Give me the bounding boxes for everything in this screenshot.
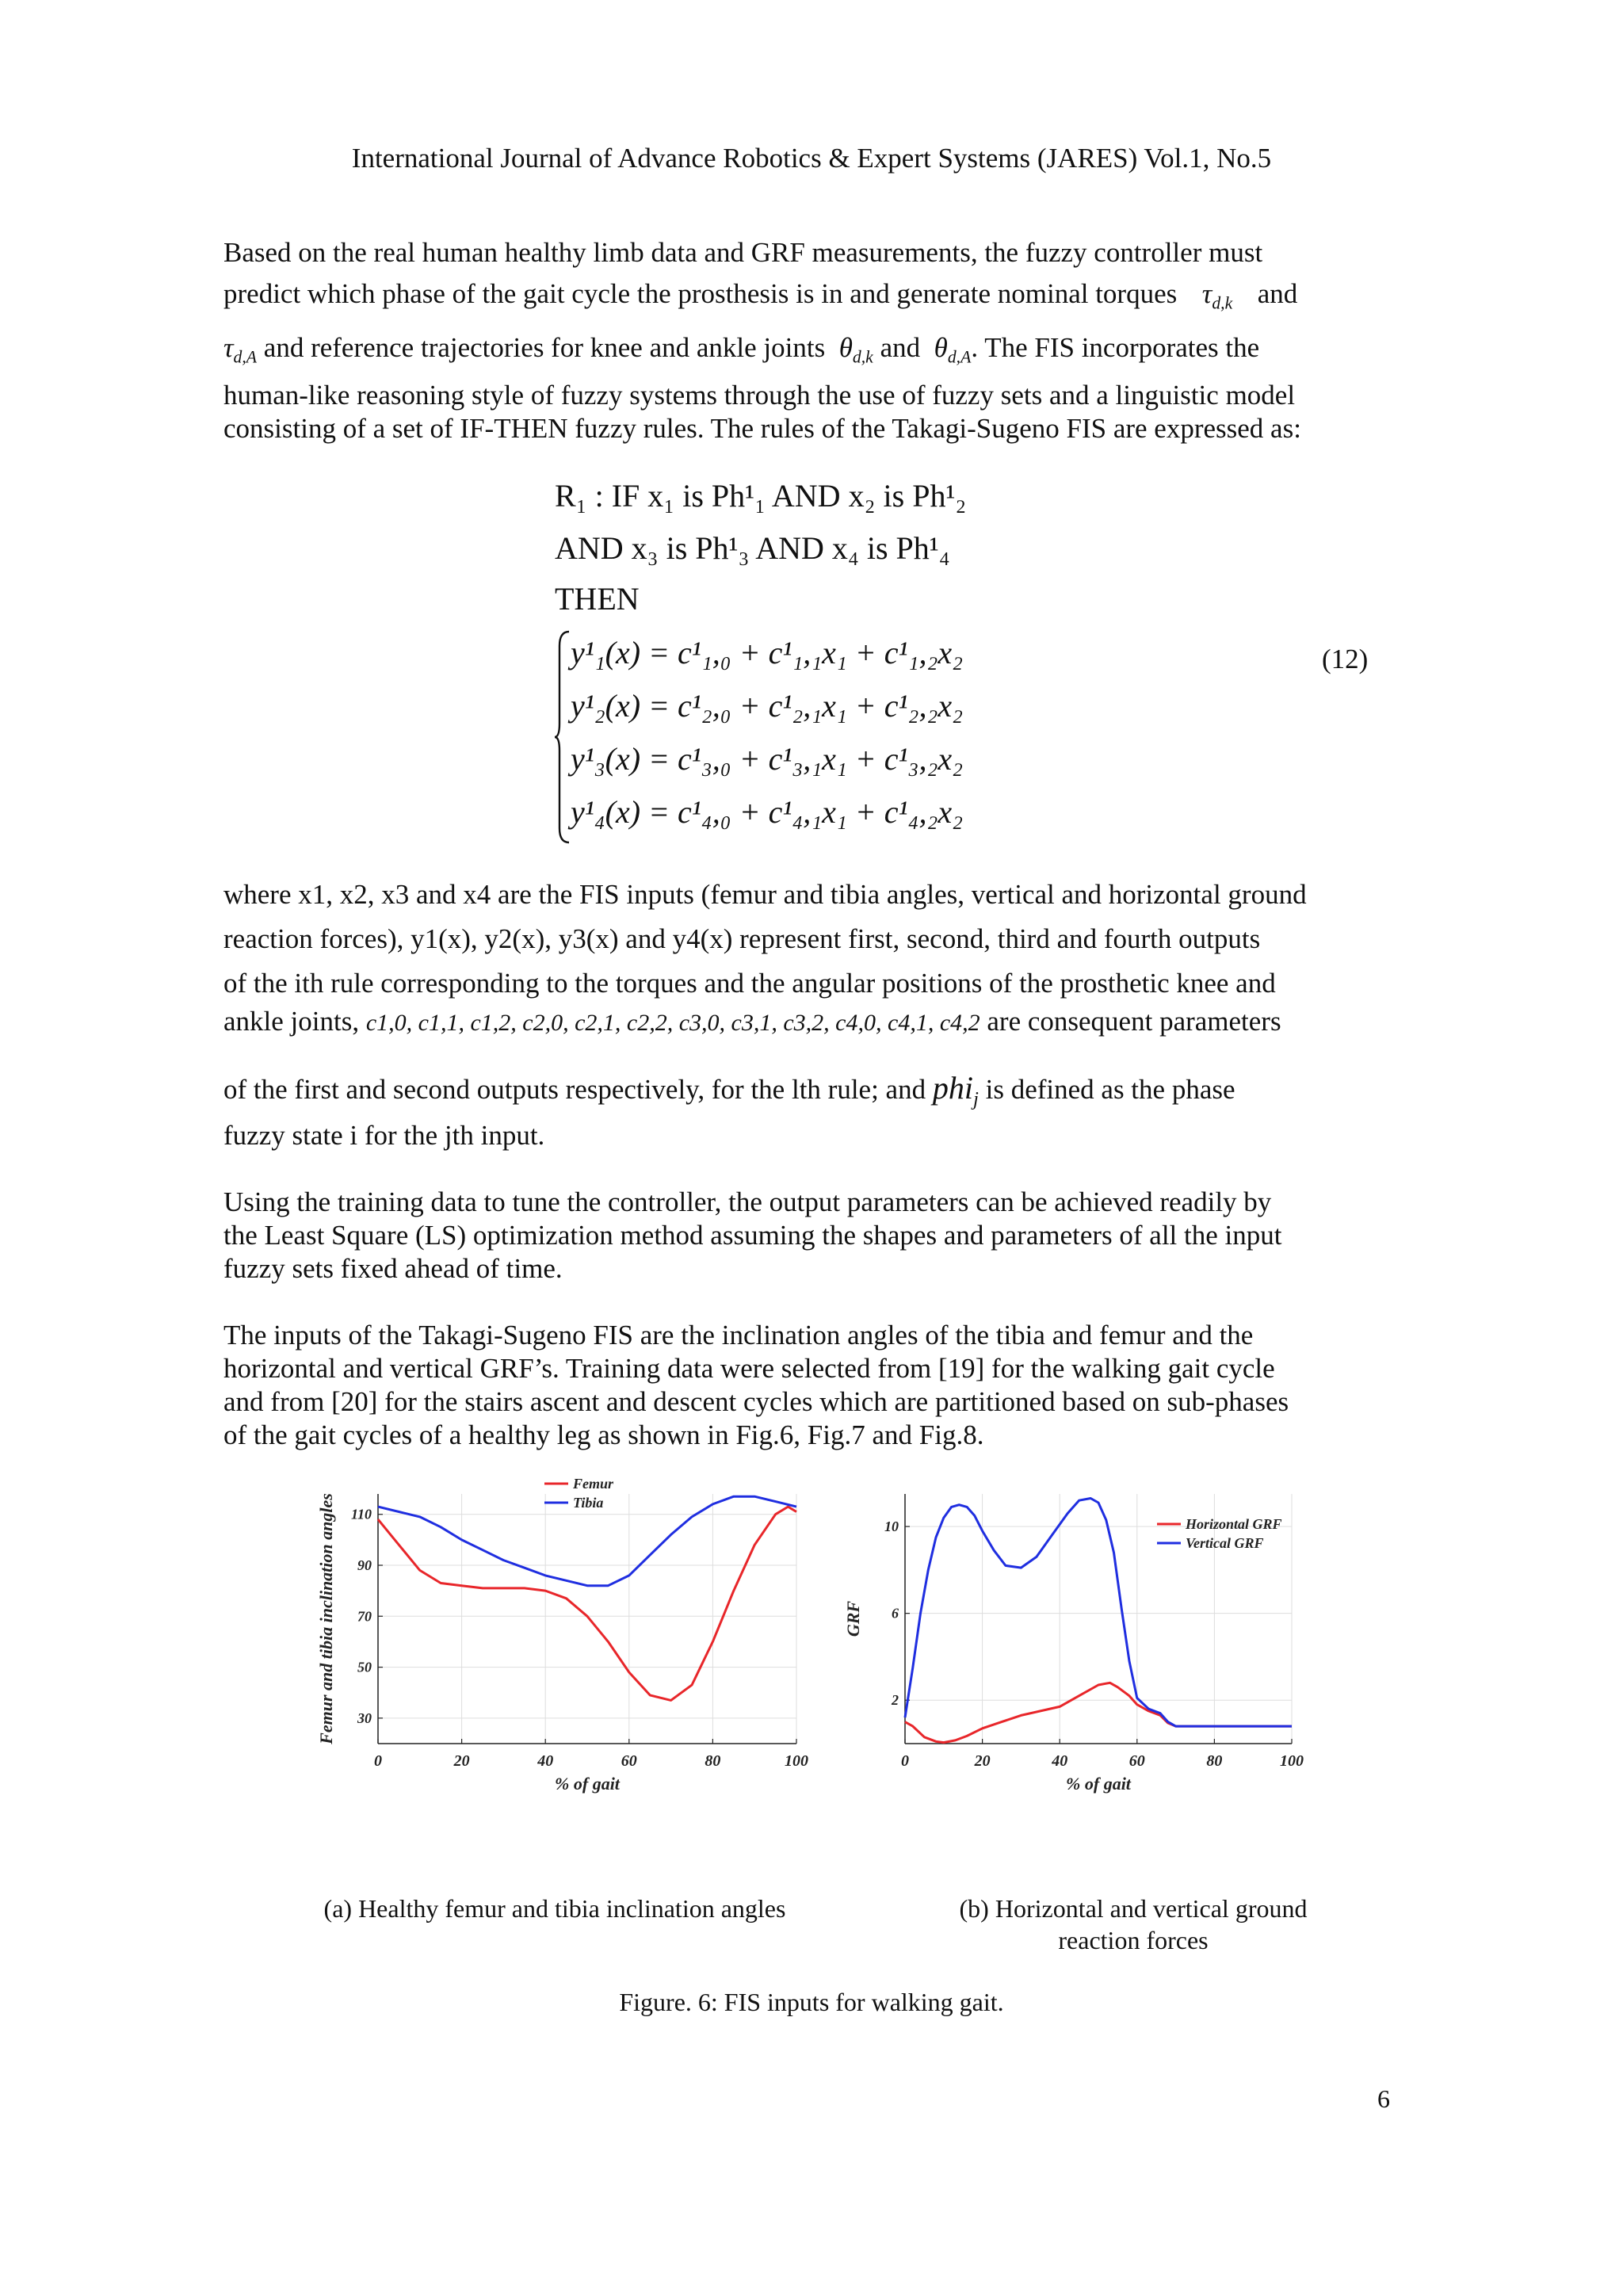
- chart-b-xlabel: % of gait: [1066, 1774, 1131, 1794]
- para2-line5-end: is defined as the phase: [985, 1074, 1235, 1105]
- phi-text: phi: [932, 1070, 973, 1106]
- para1-line3-and: and: [880, 332, 921, 363]
- tau-dk-symbol: $\tau_{d,k}$: [1201, 278, 1233, 313]
- chart-a-xlabel: % of gait: [555, 1774, 620, 1794]
- chart-a-ytick-label: 110: [350, 1506, 372, 1522]
- chart-b-ytick-label: 2: [892, 1692, 899, 1709]
- chart-b-ylabel: GRF: [843, 1600, 863, 1637]
- para2-line5: [223, 1072, 1409, 1117]
- chart-b-series-vertical-grf: [905, 1499, 1292, 1727]
- equation-number: (12): [1322, 644, 1369, 674]
- chart-b-xtick-label: 40: [1052, 1752, 1068, 1770]
- para2-line4-start: ankle joints,: [223, 1006, 360, 1037]
- para1-line3: [223, 331, 1409, 374]
- chart-b-legend-label: Vertical GRF: [1186, 1535, 1264, 1551]
- chart-b-ytick-label: 6: [892, 1605, 899, 1622]
- chart-a-xtick-label: 100: [785, 1752, 808, 1770]
- para4-line2: horizontal and vertical GRF’s. Training data were selected from [19] for the walking gait cycle: [223, 1353, 1275, 1384]
- rule-line3: THEN: [555, 581, 640, 617]
- chart-a-series-femur: [378, 1507, 796, 1700]
- para3-line3: fuzzy sets fixed ahead of time.: [223, 1253, 563, 1284]
- para4-line1: The inputs of the Takagi-Sugeno FIS are the inclination angles of the tibia and femur and the: [223, 1320, 1254, 1350]
- chart-femur-tibia: [313, 1474, 820, 1807]
- caption-b-line2: reaction forces: [1058, 1926, 1209, 1954]
- para2-line5-start: of the first and second outputs respectively, for the lth rule; and: [223, 1074, 926, 1105]
- caption-b-line1: (b) Horizontal and vertical ground: [959, 1894, 1308, 1923]
- para2-line4: [223, 1005, 1409, 1040]
- rule-line1: R₁ : IF x₁ is Ph¹₁ AND x₂ is Ph¹₂: [555, 478, 967, 514]
- page-number: 6: [1377, 2084, 1390, 2113]
- equation-y4: y¹₄(x) = c¹₄,₀ + c¹₄,₁x₁ + c¹₄,₂x₂: [571, 794, 964, 830]
- chart-grf: [840, 1474, 1316, 1807]
- caption-a: (a) Healthy femur and tibia inclination angles: [323, 1894, 786, 1923]
- chart-b-xtick-label: 60: [1128, 1752, 1145, 1770]
- para2-line3: of the ith rule corresponding to the torques and the angular positions of the prosthetic knee and: [223, 968, 1276, 999]
- running-header: International Journal of Advance Robotics & Expert Systems (JARES) Vol.1, No.5: [351, 143, 1272, 174]
- chart-b-xtick-label: 100: [1280, 1752, 1304, 1770]
- chart-b-xtick-label: 80: [1206, 1752, 1223, 1770]
- para1-line1: Based on the real human healthy limb data and GRF measurements, the fuzzy controller must: [223, 237, 1263, 268]
- theta-dk-symbol: $\theta_{d,k}$: [831, 332, 873, 367]
- chart-a-ylabel: Femur and tibia inclination angles: [316, 1493, 336, 1744]
- para2-line6: fuzzy state i for the jth input.: [223, 1120, 545, 1151]
- chart-a-ytick-label: 90: [357, 1557, 372, 1573]
- equation-brace: [555, 630, 571, 844]
- para2-line1: where x1, x2, x3 and x4 are the FIS inputs (femur and tibia angles, vertical and horizontal ground: [223, 879, 1307, 910]
- chart-a-xtick-label: 40: [537, 1752, 554, 1770]
- para3-line1: Using the training data to tune the controller, the output parameters can be achieved readily by: [223, 1186, 1272, 1217]
- phi-symbol: phi$_j$: [932, 1070, 979, 1110]
- para1-line3-end: . The FIS incorporates the: [971, 332, 1260, 363]
- para1-line3-text: and reference trajectories for knee and ankle joints: [263, 332, 826, 363]
- chart-b-legend-label: Horizontal GRF: [1186, 1516, 1282, 1532]
- para2-line2: reaction forces), y1(x), y2(x), y3(x) and y4(x) represent first, second, third and fourth outputs: [223, 923, 1261, 954]
- figure-caption: Figure. 6: FIS inputs for walking gait.: [619, 1988, 1004, 2016]
- chart-a-xtick-label: 80: [705, 1752, 721, 1770]
- consequent-params: c1,0, c1,1, c1,2, c2,0, c2,1, c2,2, c3,0, c3,1, c3,2, c4,0, c4,1, c4,2: [365, 1010, 980, 1036]
- para4-line3: and from [20] for the stairs ascent and descent cycles which are partitioned based on sub-phases: [223, 1386, 1289, 1417]
- para1-line5: consisting of a set of IF-THEN fuzzy rules. The rules of the Takagi-Sugeno FIS are expressed as:: [223, 413, 1301, 444]
- para1-line2: [223, 277, 1409, 320]
- para1-line2-text: predict which phase of the gait cycle the prosthesis is in and generate nominal torques: [223, 278, 1178, 309]
- chart-a-legend-label: Femur: [573, 1476, 614, 1492]
- tau-dA-symbol: $\tau_{d,A}$: [223, 332, 258, 367]
- chart-b-xtick-label: 20: [974, 1752, 991, 1770]
- para1-line4: human-like reasoning style of fuzzy systems through the use of fuzzy sets and a linguistic model: [223, 380, 1296, 411]
- chart-a-ytick-label: 70: [357, 1608, 372, 1625]
- para2-line4-end: are consequent parameters: [987, 1006, 1281, 1037]
- para3-line2: the Least Square (LS) optimization method assuming the shapes and parameters of all the input: [223, 1220, 1282, 1251]
- rule-line2: AND x₃ is Ph¹₃ AND x₄ is Ph¹₄: [555, 530, 950, 566]
- chart-a-ytick-label: 50: [357, 1659, 372, 1675]
- chart-a-legend-label: Tibia: [573, 1495, 604, 1511]
- theta-dA-symbol: $\theta_{d,A}$: [926, 332, 972, 367]
- chart-a-xtick-label: 60: [621, 1752, 637, 1770]
- para4-line4: of the gait cycles of a healthy leg as shown in Fig.6, Fig.7 and Fig.8.: [223, 1419, 984, 1450]
- equation-y1: y¹₁(x) = c¹₁,₀ + c¹₁,₁x₁ + c¹₁,₂x₂: [571, 635, 964, 670]
- para1-line2-and: and: [1257, 278, 1298, 309]
- equation-y2: y¹₂(x) = c¹₂,₀ + c¹₂,₁x₁ + c¹₂,₂x₂: [571, 688, 964, 724]
- chart-a-ytick-label: 30: [357, 1710, 372, 1726]
- equation-y3: y¹₃(x) = c¹₃,₀ + c¹₃,₁x₁ + c¹₃,₂x₂: [571, 741, 964, 777]
- chart-b-xtick-label: 0: [901, 1752, 909, 1770]
- chart-a-xtick-label: 20: [453, 1752, 470, 1770]
- chart-a-xtick-label: 0: [374, 1752, 382, 1770]
- chart-b-series-horizontal-grf: [905, 1683, 1292, 1742]
- chart-b-ytick-label: 10: [884, 1519, 899, 1535]
